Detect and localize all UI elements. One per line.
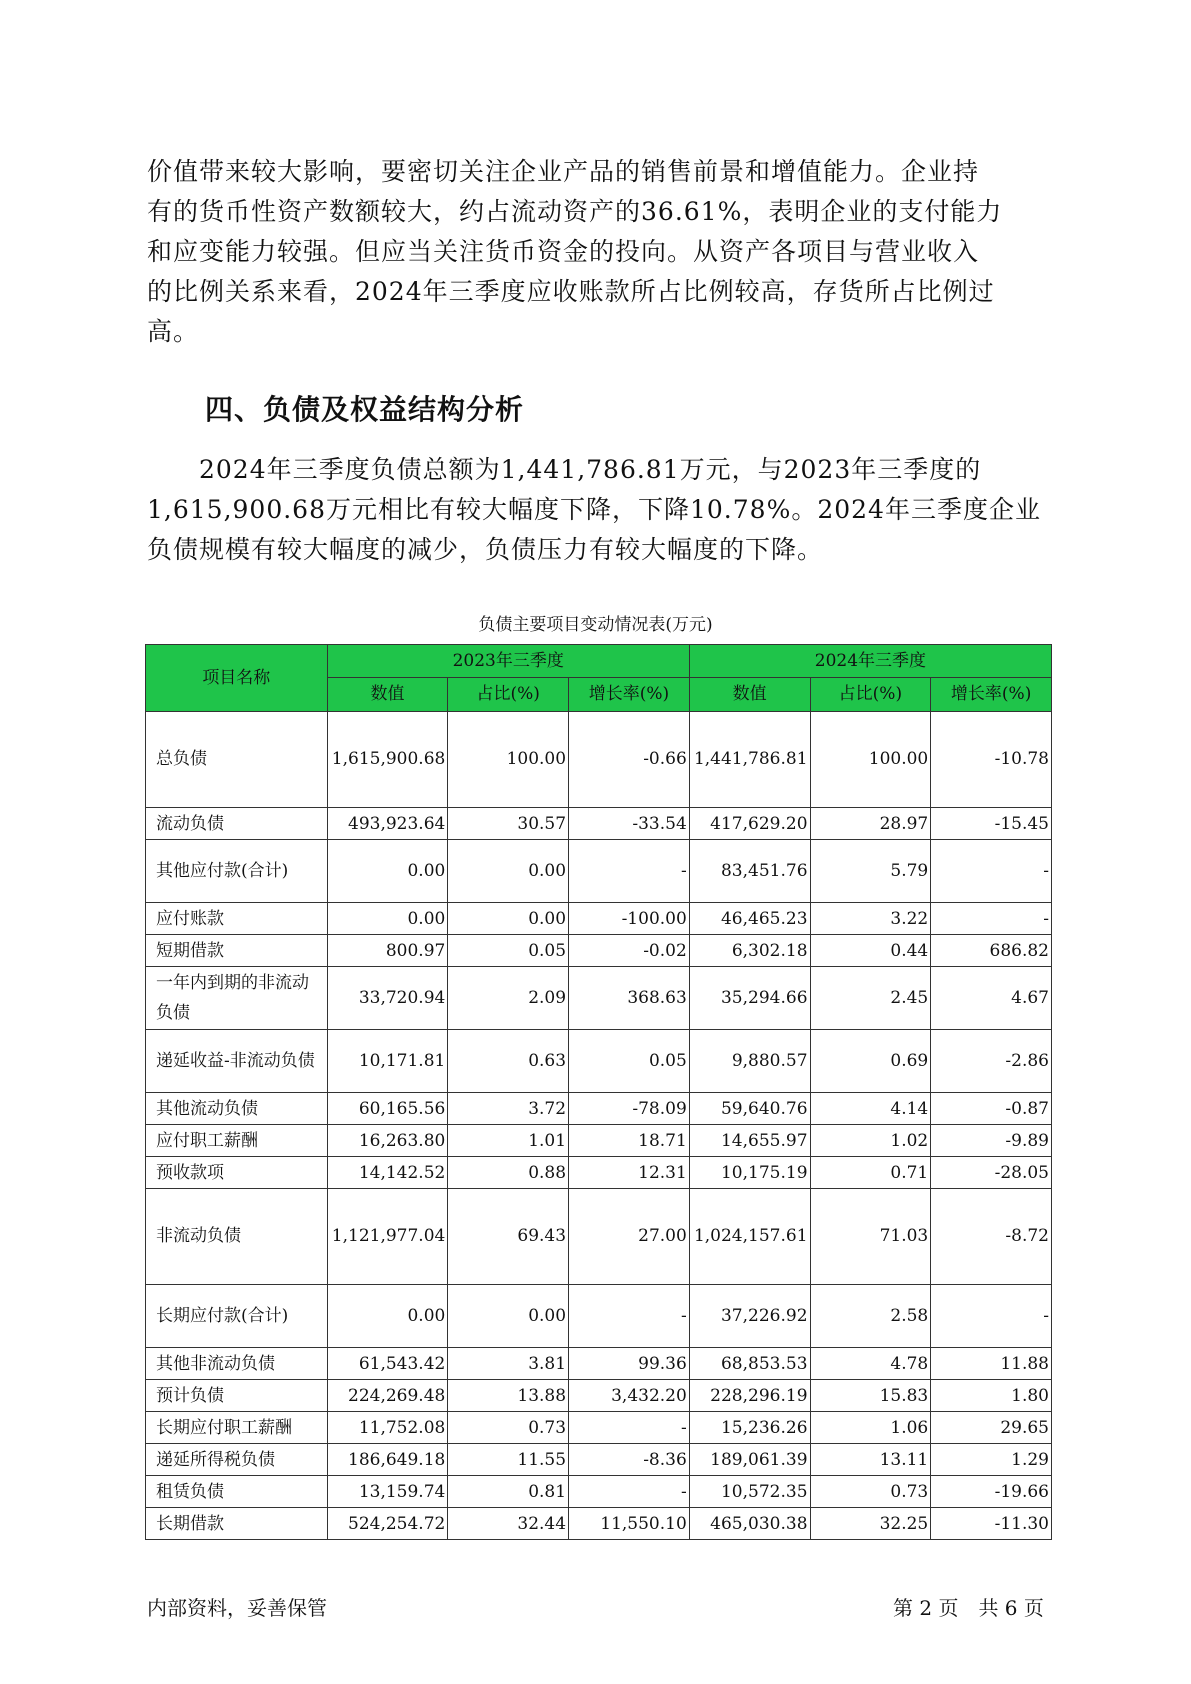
header-growth: 增长率(%) xyxy=(569,678,690,712)
row-label: 应付账款 xyxy=(146,903,328,935)
value-cell: 1,121,977.04 xyxy=(327,1189,448,1285)
table-row xyxy=(146,808,1052,840)
value-cell: 11,550.10 xyxy=(569,1508,690,1540)
value-cell: 10,175.19 xyxy=(689,1157,810,1189)
value-cell: 99.36 xyxy=(569,1348,690,1380)
table-row xyxy=(146,1189,1052,1285)
table-row xyxy=(146,967,1052,1030)
table-row xyxy=(146,1125,1052,1157)
value-cell: 13.11 xyxy=(810,1444,931,1476)
footer-page-number: 第 2 页 共 6 页 xyxy=(893,1596,1044,1620)
paragraph-line: 和应变能力较强。但应当关注货币资金的投向。从资产各项目与营业收入 xyxy=(147,237,980,266)
table-row xyxy=(146,1157,1052,1189)
row-label: 应付职工薪酬 xyxy=(146,1125,328,1157)
table-row xyxy=(146,1380,1052,1412)
row-label: 长期借款 xyxy=(146,1508,328,1540)
value-cell: -19.66 xyxy=(931,1476,1052,1508)
value-cell: 35,294.66 xyxy=(689,967,810,1030)
row-label: 递延所得税负债 xyxy=(146,1444,328,1476)
value-cell: - xyxy=(569,1412,690,1444)
value-cell: 0.00 xyxy=(448,903,569,935)
value-cell: - xyxy=(931,1285,1052,1348)
value-cell: 0.73 xyxy=(448,1412,569,1444)
row-label: 其他应付款(合计) xyxy=(146,840,328,903)
value-cell: 15,236.26 xyxy=(689,1412,810,1444)
value-cell: -0.87 xyxy=(931,1093,1052,1125)
value-cell: 71.03 xyxy=(810,1189,931,1285)
value-cell: 1.02 xyxy=(810,1125,931,1157)
value-cell: -8.72 xyxy=(931,1189,1052,1285)
value-cell: 10,572.35 xyxy=(689,1476,810,1508)
value-cell: 524,254.72 xyxy=(327,1508,448,1540)
value-cell: 33,720.94 xyxy=(327,967,448,1030)
paragraph-line: 的比例关系来看，2024年三季度应收账款所占比例较高，存货所占比例过 xyxy=(147,277,995,306)
header-period-2024: 2024年三季度 xyxy=(689,645,1051,678)
value-cell: 1.80 xyxy=(931,1380,1052,1412)
value-cell: 224,269.48 xyxy=(327,1380,448,1412)
value-cell: 0.63 xyxy=(448,1030,569,1093)
header-period-2023: 2023年三季度 xyxy=(327,645,689,678)
value-cell: - xyxy=(569,1285,690,1348)
table-row xyxy=(146,1030,1052,1093)
value-cell: 0.81 xyxy=(448,1476,569,1508)
header-ratio: 占比(%) xyxy=(448,678,569,712)
row-label: 递延收益-非流动负债 xyxy=(146,1030,328,1093)
value-cell: -78.09 xyxy=(569,1093,690,1125)
table-body xyxy=(146,712,1052,1540)
value-cell: 4.78 xyxy=(810,1348,931,1380)
value-cell: - xyxy=(931,903,1052,935)
value-cell: -100.00 xyxy=(569,903,690,935)
value-cell: 0.00 xyxy=(327,840,448,903)
value-cell: -10.78 xyxy=(931,712,1052,808)
value-cell: 46,465.23 xyxy=(689,903,810,935)
value-cell: 1,615,900.68 xyxy=(327,712,448,808)
liability-table xyxy=(145,644,1052,1540)
value-cell: 12.31 xyxy=(569,1157,690,1189)
table-row xyxy=(146,1444,1052,1476)
value-cell: 0.69 xyxy=(810,1030,931,1093)
value-cell: 1,024,157.61 xyxy=(689,1189,810,1285)
row-label: 流动负债 xyxy=(146,808,328,840)
value-cell: 4.67 xyxy=(931,967,1052,1030)
value-cell: 1,441,786.81 xyxy=(689,712,810,808)
row-label: 租赁负债 xyxy=(146,1476,328,1508)
value-cell: -15.45 xyxy=(931,808,1052,840)
table-row xyxy=(146,1093,1052,1125)
value-cell: 0.44 xyxy=(810,935,931,967)
value-cell: 0.00 xyxy=(448,840,569,903)
value-cell: 3.72 xyxy=(448,1093,569,1125)
value-cell: -0.66 xyxy=(569,712,690,808)
table-row xyxy=(146,1476,1052,1508)
row-label: 长期应付职工薪酬 xyxy=(146,1412,328,1444)
value-cell: 0.73 xyxy=(810,1476,931,1508)
table-row xyxy=(146,1412,1052,1444)
value-cell: 5.79 xyxy=(810,840,931,903)
liability-summary-paragraph xyxy=(147,450,1047,570)
value-cell: 37,226.92 xyxy=(689,1285,810,1348)
value-cell: 13,159.74 xyxy=(327,1476,448,1508)
table-header-row xyxy=(146,645,1052,678)
value-cell: 417,629.20 xyxy=(689,808,810,840)
value-cell: 186,649.18 xyxy=(327,1444,448,1476)
value-cell: -0.02 xyxy=(569,935,690,967)
value-cell: 18.71 xyxy=(569,1125,690,1157)
value-cell: 465,030.38 xyxy=(689,1508,810,1540)
value-cell: 15.83 xyxy=(810,1380,931,1412)
table-row xyxy=(146,712,1052,808)
value-cell: 61,543.42 xyxy=(327,1348,448,1380)
value-cell: 368.63 xyxy=(569,967,690,1030)
paragraph-line: 有的货币性资产数额较大，约占流动资产的36.61%，表明企业的支付能力 xyxy=(147,197,1003,226)
row-label: 总负债 xyxy=(146,712,328,808)
value-cell: 0.00 xyxy=(327,903,448,935)
table-caption: 负债主要项目变动情况表(万元) xyxy=(478,615,713,635)
header-ratio: 占比(%) xyxy=(810,678,931,712)
value-cell: 2.09 xyxy=(448,967,569,1030)
header-value: 数值 xyxy=(689,678,810,712)
value-cell: - xyxy=(931,840,1052,903)
value-cell: -33.54 xyxy=(569,808,690,840)
value-cell: 100.00 xyxy=(810,712,931,808)
value-cell: -11.30 xyxy=(931,1508,1052,1540)
value-cell: 6,302.18 xyxy=(689,935,810,967)
value-cell: 800.97 xyxy=(327,935,448,967)
value-cell: 11.55 xyxy=(448,1444,569,1476)
value-cell: 0.88 xyxy=(448,1157,569,1189)
value-cell: - xyxy=(569,840,690,903)
intro-paragraph xyxy=(147,152,1047,352)
value-cell: 69.43 xyxy=(448,1189,569,1285)
table-row xyxy=(146,1348,1052,1380)
header-growth: 增长率(%) xyxy=(931,678,1052,712)
value-cell: 3,432.20 xyxy=(569,1380,690,1412)
value-cell: 3.81 xyxy=(448,1348,569,1380)
value-cell: 0.71 xyxy=(810,1157,931,1189)
table-row xyxy=(146,903,1052,935)
value-cell: 9,880.57 xyxy=(689,1030,810,1093)
value-cell: 686.82 xyxy=(931,935,1052,967)
row-label: 一年内到期的非流动负债 xyxy=(146,967,328,1030)
value-cell: 1.29 xyxy=(931,1444,1052,1476)
value-cell: 59,640.76 xyxy=(689,1093,810,1125)
value-cell: -2.86 xyxy=(931,1030,1052,1093)
value-cell: 11.88 xyxy=(931,1348,1052,1380)
value-cell: 0.05 xyxy=(448,935,569,967)
value-cell: 11,752.08 xyxy=(327,1412,448,1444)
table-row xyxy=(146,1285,1052,1348)
paragraph-line: 价值带来较大影响，要密切关注企业产品的销售前景和增值能力。企业持 xyxy=(147,157,980,186)
value-cell: 30.57 xyxy=(448,808,569,840)
value-cell: 0.00 xyxy=(327,1285,448,1348)
value-cell: 14,655.97 xyxy=(689,1125,810,1157)
value-cell: 2.58 xyxy=(810,1285,931,1348)
value-cell: 27.00 xyxy=(569,1189,690,1285)
value-cell: 14,142.52 xyxy=(327,1157,448,1189)
table-row xyxy=(146,935,1052,967)
value-cell: 1.01 xyxy=(448,1125,569,1157)
paragraph-line: 负债规模有较大幅度的减少，负债压力有较大幅度的下降。 xyxy=(147,535,824,564)
paragraph-line: 高。 xyxy=(147,317,200,346)
table-row xyxy=(146,1508,1052,1540)
value-cell: 4.14 xyxy=(810,1093,931,1125)
value-cell: 10,171.81 xyxy=(327,1030,448,1093)
value-cell: 29.65 xyxy=(931,1412,1052,1444)
value-cell: 16,263.80 xyxy=(327,1125,448,1157)
value-cell: 2.45 xyxy=(810,967,931,1030)
row-label: 其他流动负债 xyxy=(146,1093,328,1125)
value-cell: 83,451.76 xyxy=(689,840,810,903)
value-cell: 32.25 xyxy=(810,1508,931,1540)
value-cell: 493,923.64 xyxy=(327,808,448,840)
value-cell: -9.89 xyxy=(931,1125,1052,1157)
row-label: 短期借款 xyxy=(146,935,328,967)
value-cell: 3.22 xyxy=(810,903,931,935)
value-cell: 0.05 xyxy=(569,1030,690,1093)
row-label: 预收款项 xyxy=(146,1157,328,1189)
value-cell: - xyxy=(569,1476,690,1508)
section-heading: 四、负债及权益结构分析 xyxy=(205,393,525,426)
value-cell: 32.44 xyxy=(448,1508,569,1540)
value-cell: 100.00 xyxy=(448,712,569,808)
header-value: 数值 xyxy=(327,678,448,712)
table-row xyxy=(146,840,1052,903)
row-label: 预计负债 xyxy=(146,1380,328,1412)
value-cell: 28.97 xyxy=(810,808,931,840)
value-cell: 60,165.56 xyxy=(327,1093,448,1125)
value-cell: -8.36 xyxy=(569,1444,690,1476)
value-cell: 1.06 xyxy=(810,1412,931,1444)
paragraph-line: 2024年三季度负债总额为1,441,786.81万元，与2023年三季度的 xyxy=(147,455,982,484)
row-label: 长期应付款(合计) xyxy=(146,1285,328,1348)
value-cell: -28.05 xyxy=(931,1157,1052,1189)
value-cell: 0.00 xyxy=(448,1285,569,1348)
value-cell: 68,853.53 xyxy=(689,1348,810,1380)
value-cell: 189,061.39 xyxy=(689,1444,810,1476)
paragraph-line: 1,615,900.68万元相比有较大幅度下降，下降10.78%。2024年三季度企业 xyxy=(147,495,1041,524)
row-label: 其他非流动负债 xyxy=(146,1348,328,1380)
row-label: 非流动负债 xyxy=(146,1189,328,1285)
value-cell: 228,296.19 xyxy=(689,1380,810,1412)
footer-confidential-note: 内部资料，妥善保管 xyxy=(147,1596,327,1620)
value-cell: 13.88 xyxy=(448,1380,569,1412)
header-item-name: 项目名称 xyxy=(146,645,328,712)
